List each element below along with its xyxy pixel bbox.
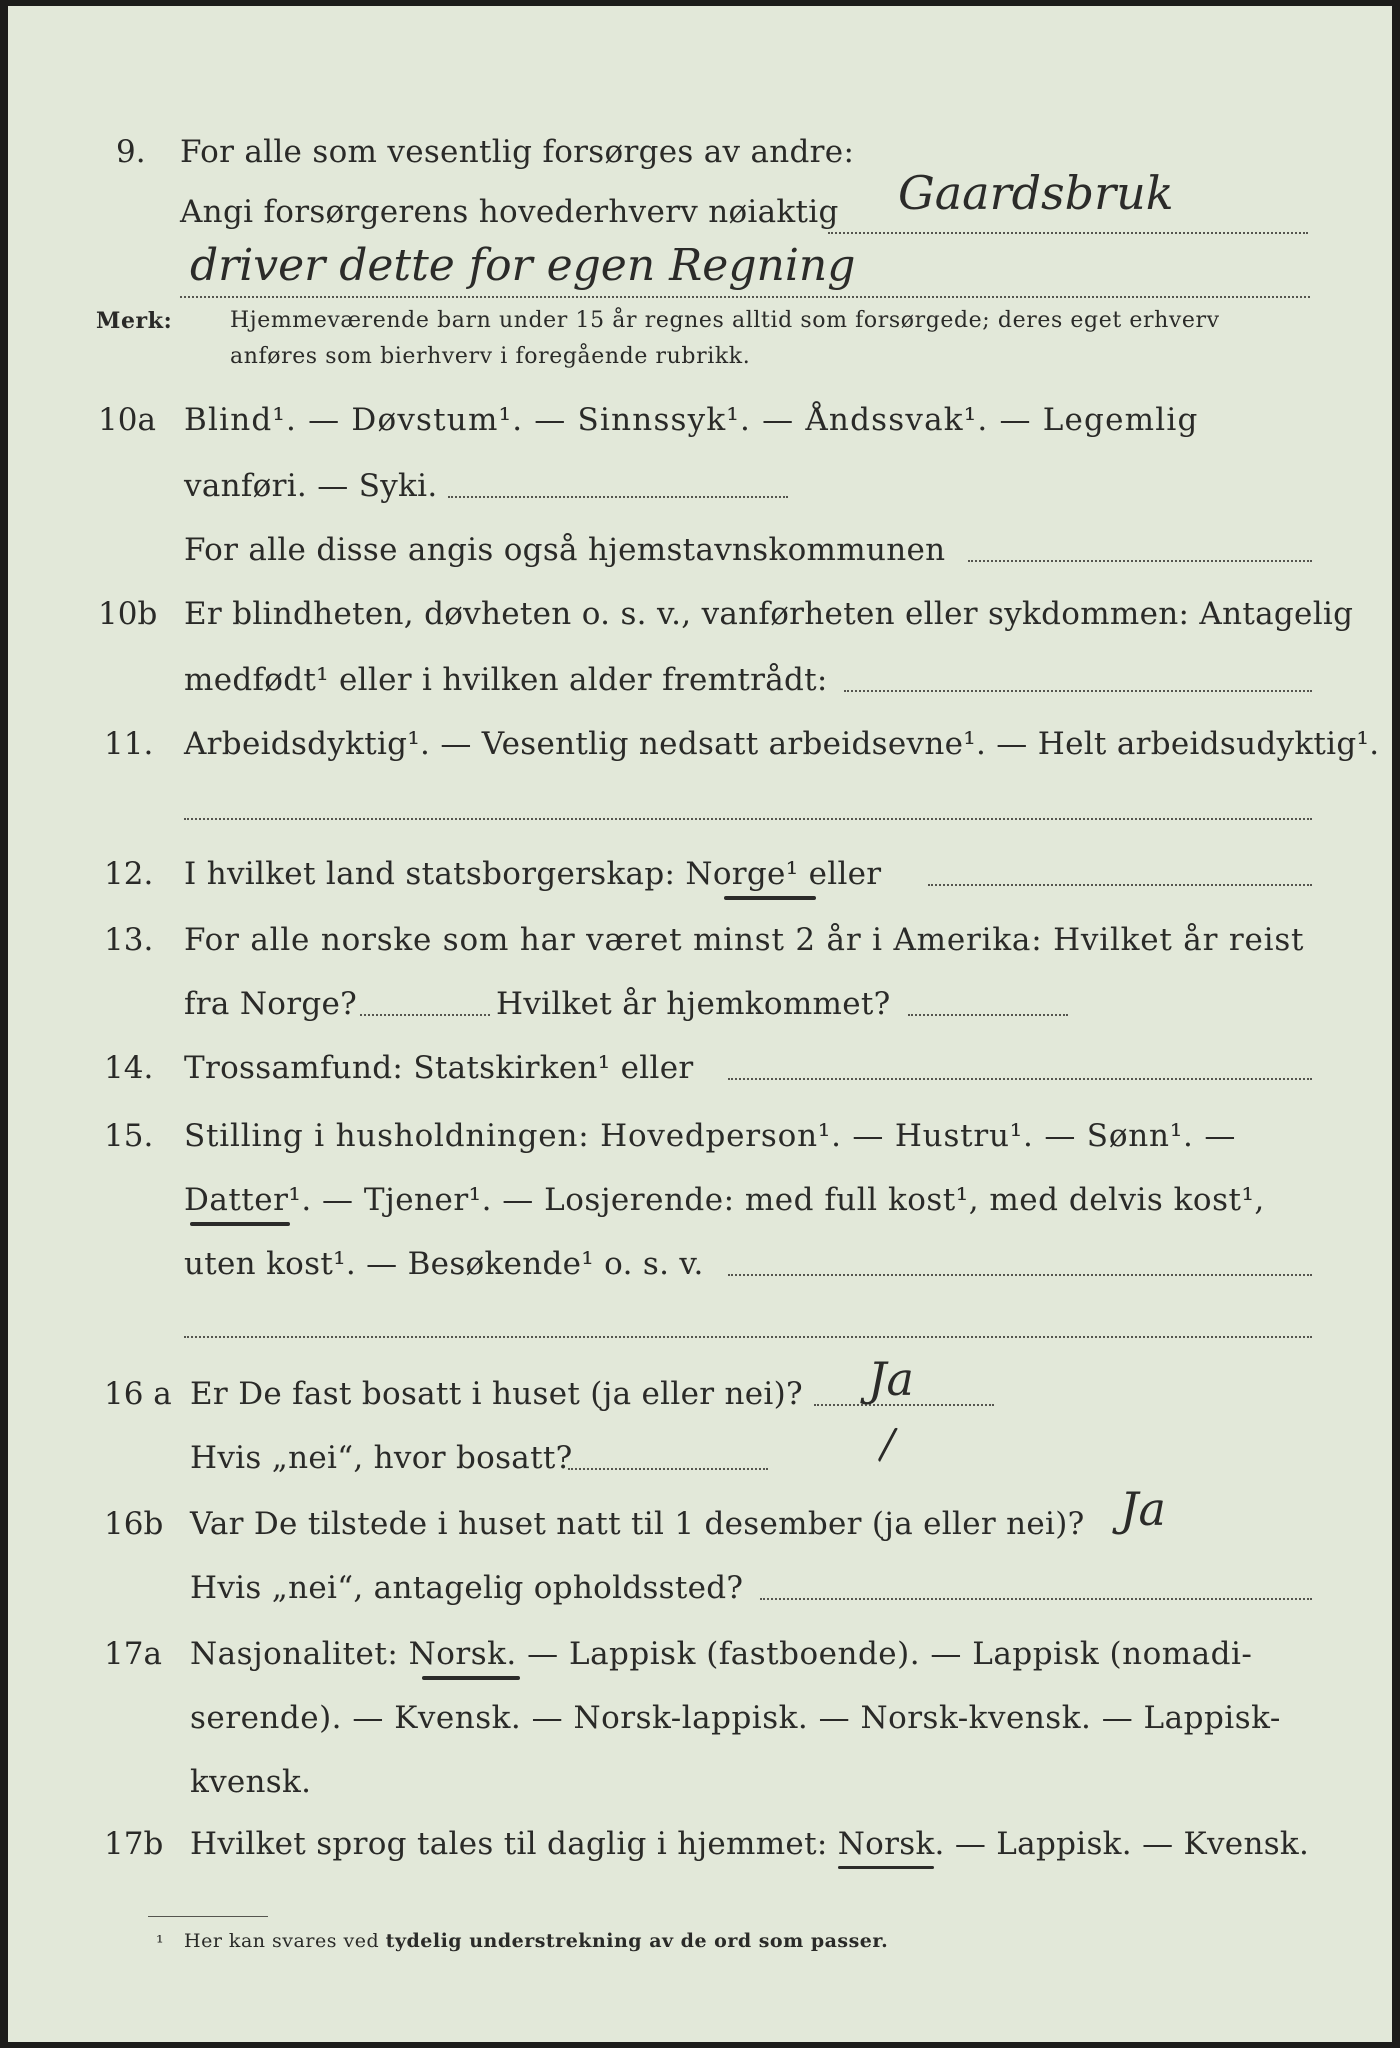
q15-line3: uten kost¹. — Besøkende¹ o. s. v. <box>184 1246 704 1282</box>
q12-text <box>184 856 881 892</box>
q14-blank <box>728 1078 1312 1080</box>
q17b-number: 17b <box>104 1826 164 1862</box>
q9-answer-line2 <box>180 296 1310 298</box>
q17a-line1: Nasjonalitet: Norsk. — Lappisk (fastboende). — Lappisk (nomadi- <box>190 1636 1253 1672</box>
q12-option-eller: eller <box>808 856 882 892</box>
q13-number: 13. <box>104 922 154 958</box>
q14-question: Trossamfund: <box>184 1050 404 1086</box>
q16b-line2: Hvis „nei“, antagelig opholdssted? <box>190 1570 744 1606</box>
q17a-line3: kvensk. <box>190 1764 312 1800</box>
q9-handwritten-answer-1: Gaardsbruk <box>898 166 1174 220</box>
q10a-line1: Blind¹. — Døvstum¹. — Sinnssyk¹. — Åndssvak¹. — Legemlig <box>184 402 1199 438</box>
q13-line2b: Hvilket år hjemkommet? <box>496 986 891 1022</box>
footnote-mark: ¹ <box>156 1932 165 1954</box>
q11-blank-line <box>184 818 1312 820</box>
q12-norge-underline <box>724 896 816 900</box>
q10a-line2-blank <box>448 496 788 498</box>
q15-datter-underline <box>190 1222 290 1226</box>
q10b-line2-blank <box>844 690 1312 692</box>
q12-number: 12. <box>104 856 154 892</box>
q17b-norsk-underline <box>838 1866 934 1869</box>
q9-answer-line1 <box>828 232 1308 234</box>
footnote-text <box>184 1930 888 1952</box>
q10a-number: 10a <box>98 402 156 438</box>
q17b-line1: Hvilket sprog tales til daglig i hjemmet: Norsk. — Lappisk. — Kvensk. <box>190 1826 1310 1862</box>
q16a-number: 16 a <box>104 1376 172 1412</box>
q16a-handwritten-answer: Ja <box>868 1352 914 1406</box>
q15-line1: Stilling i husholdningen: Hovedperson¹. — Hustru¹. — Sønn¹. — <box>184 1118 1237 1154</box>
q9-line1: For alle som vesentlig forsørges av andre: <box>180 134 855 170</box>
q16a-line1: Er De fast bosatt i huset (ja eller nei)? <box>190 1376 803 1412</box>
q10b-line1: Er blindheten, døvheten o. s. v., vanførheten eller sykdommen: Antagelig <box>184 596 1354 632</box>
merk-line1: Hjemmeværende barn under 15 år regnes alltid som forsørgede; deres eget erhverv <box>230 308 1220 333</box>
q15-blank-line <box>184 1336 1312 1338</box>
q12-question: I hvilket land statsborgerskap: <box>184 856 676 892</box>
q13-year-returned-blank <box>908 1014 1068 1016</box>
q12-option-norge: Norge¹ <box>685 856 799 892</box>
q17a-number: 17a <box>104 1636 162 1672</box>
footnote-text-plain: Her kan svares ved <box>184 1930 380 1952</box>
q10b-number: 10b <box>98 596 158 632</box>
census-form-page <box>8 6 1392 2042</box>
q14-option-statskirken: Statskirken¹ <box>413 1050 611 1086</box>
q14-number: 14. <box>104 1050 154 1086</box>
q9-number: 9. <box>116 134 146 170</box>
q16b-line1: Var De tilstede i huset natt til 1 desember (ja eller nei)? <box>190 1506 1085 1542</box>
merk-label: Merk: <box>96 308 173 334</box>
q11-number: 11. <box>104 726 154 762</box>
merk-line2: anføres som bierhverv i foregående rubrikk. <box>230 344 751 369</box>
q13-year-left-blank <box>360 1014 490 1016</box>
q10a-line3: For alle disse angis også hjemstavnskommunen <box>184 532 946 568</box>
q16b-handwritten-answer: Ja <box>1120 1482 1166 1536</box>
q9-line2: Angi forsørgerens hovederhverv nøiaktig <box>180 194 839 230</box>
footnote-text-bold: tydelig understrekning av de ord som passer. <box>385 1930 889 1952</box>
footnote-rule <box>148 1916 268 1917</box>
q13-line2a: fra Norge? <box>184 986 358 1022</box>
q11-line1: Arbeidsdyktig¹. — Vesentlig nedsatt arbeidsevne¹. — Helt arbeidsudyktig¹. <box>184 726 1380 762</box>
q10a-line3-blank <box>968 560 1312 562</box>
q14-option-eller: eller <box>620 1050 694 1086</box>
q9-handwritten-answer-2: driver dette for egen Regning <box>190 240 856 291</box>
q13-line1: For alle norske som har været minst 2 år i Amerika: Hvilket år reist <box>184 922 1305 958</box>
q16a-pen-stroke <box>877 1427 899 1463</box>
q16a-line2: Hvis „nei“, hvor bosatt? <box>190 1440 573 1476</box>
q12-blank <box>928 884 1312 886</box>
q10b-line2: medfødt¹ eller i hvilken alder fremtrådt: <box>184 662 828 698</box>
q17a-line2: serende). — Kvensk. — Norsk-lappisk. — Norsk-kvensk. — Lappisk- <box>190 1700 1281 1736</box>
q16b-location-blank <box>760 1598 1312 1600</box>
q10a-line2: vanføri. — Syki. <box>184 468 438 504</box>
q15-number: 15. <box>104 1118 154 1154</box>
q15-line2: Datter¹. — Tjener¹. — Losjerende: med full kost¹, med delvis kost¹, <box>184 1182 1265 1218</box>
q15-line3-blank <box>728 1274 1312 1276</box>
q17a-norsk-underline <box>422 1676 520 1680</box>
q16a-residence-blank <box>568 1468 768 1470</box>
q14-text <box>184 1050 694 1086</box>
q16b-number: 16b <box>104 1506 164 1542</box>
